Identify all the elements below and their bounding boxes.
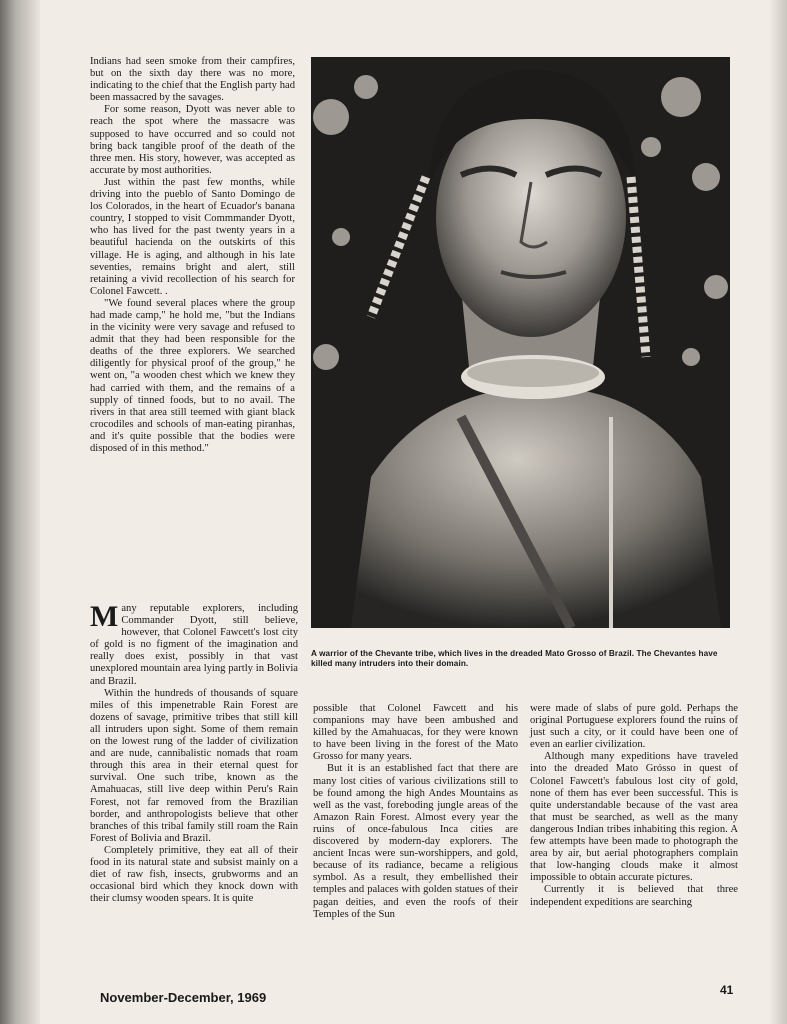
page-edge: [769, 0, 787, 1024]
paragraph: Indians had seen smoke from their campfires, but on the sixth day there was no more, indicating to the chief that the English party had been massacred by the savages.: [90, 56, 295, 104]
paragraph: Currently it is believed that three independent expeditions are searching: [530, 884, 738, 908]
paragraph: Although many expeditions have traveled into the dreaded Mato Grósso in quest of Colonel Fawcett's fabulous lost city of gold, none of them has ever been successful. This is quite understandable because of the vast area that must be searched, as well as the many dangerous Indian tribes inhabiting this region. A few attempts have been made to photograph the area by air, but aerial photographers complain that low-hanging clouds make it almost impossible to obtain accurate pictures.: [530, 751, 738, 884]
middle-column: [313, 703, 518, 921]
paragraph: For some reason, Dyott was never able to reach the spot where the massacre was supposed to have occurred and so could not bring back tangible proof of the death of the three men. His story, however, was accepted as accurate by most authorities.: [90, 104, 295, 176]
paragraph-with-dropcap: [90, 600, 298, 688]
issue-date: November-December, 1969: [100, 990, 267, 1005]
paragraph: Just within the past few months, while driving into the pueblo of Santo Domingo de los Colorados, in the heart of Ecuador's banana country, I stopped to visit Commmander Dyott, who has lived for the past twenty years in a beautiful hacienda on the outskirts of this village. He is aging, and although in his late seventies, remains bright and alert, still retaining a vivid recollection of his search for Colonel Fawcett. .: [90, 176, 295, 297]
paragraph-text: any reputable explorers, including Commander Dyott, still believe, however, that Colonel Fawcett's lost city of gold is no figment of the imagination and really does exist, possibly in that vast unexplored mountain area lying partly in Bolivia and Brazil.: [90, 603, 298, 687]
page-number: 41: [720, 983, 734, 997]
paragraph: Within the hundreds of thousands of square miles of this impenetrable Rain Forest are dozens of savage, primitive tribes that still kill all intruders upon sight. Some of them remain on the lowest rung of the ladder of civilization and are nude, cannibalistic nomads that roam through this area in their eternal quest for survival. One such tribe, known as the Amahuacas, still live deep within Peru's Rain Forest, not far removed from the Brazilian border, and anthropologists believe that other branches of this tribal family still roam the Rain Forest of Bolivia and Brazil.: [90, 687, 298, 844]
right-column: [530, 703, 738, 909]
warrior-photo: [311, 57, 730, 628]
paragraph: "We found several places where the group had made camp," he hold me, "but the Indians in the vicinity were very savage and refused to admit that they had been responsible for the deaths of the three explorers. We searched diligently for physical proof of the group," he went on, "a wooden chest which we knew they had carried with them, and the remains of a supply of tinned foods, but to no avail. The rivers in that area still teemed with giant black crocodiles and schools of man-eating piranhas, and it's quite possible that the bodies were disposed of in this method.": [90, 297, 295, 454]
paragraph: possible that Colonel Fawcett and his companions may have been ambushed and killed by the Amahuacas, for they were known to have been living in the forest of the Mato Grosso for many years.: [313, 703, 518, 763]
photo-caption: A warrior of the Chevante tribe, which lives in the dreaded Mato Grosso of Brazil. The Chevantes have killed many intruders into their domain.: [311, 649, 718, 668]
left-column-top: [90, 56, 295, 455]
paragraph: Completely primitive, they eat all of their food in its natural state and subsist mainly on a diet of raw fish, insects, grubworms and an occasional bird which they knock down with their clumsy wooden spears. It is quite: [90, 844, 298, 905]
left-column-bottom: [90, 600, 298, 905]
warrior-portrait-image: [311, 57, 730, 628]
page-binding-shadow: [0, 0, 40, 1024]
paragraph: were made of slabs of pure gold. Perhaps the original Portuguese explorers found the ruins of just such a city, or it could have been one of even an earlier civilization.: [530, 703, 738, 751]
drop-cap: M: [90, 600, 119, 633]
paragraph: But it is an established fact that there are many lost cities of various civilizations still to be found among the high Andes Mountains as well as the vast, foreboding jungle areas of the Amazon Rain Forest. Almost every year the ruins of once-fabulous Inca cities are discovered by modern-day explorers. The ancient Incas were sun-worshippers, and gold, because of its radiance, became a religious symbol. As a result, they embellished their temples and palaces with golden statues of their pagan deities, and even the roofs of their Temples of the Sun: [313, 763, 518, 920]
